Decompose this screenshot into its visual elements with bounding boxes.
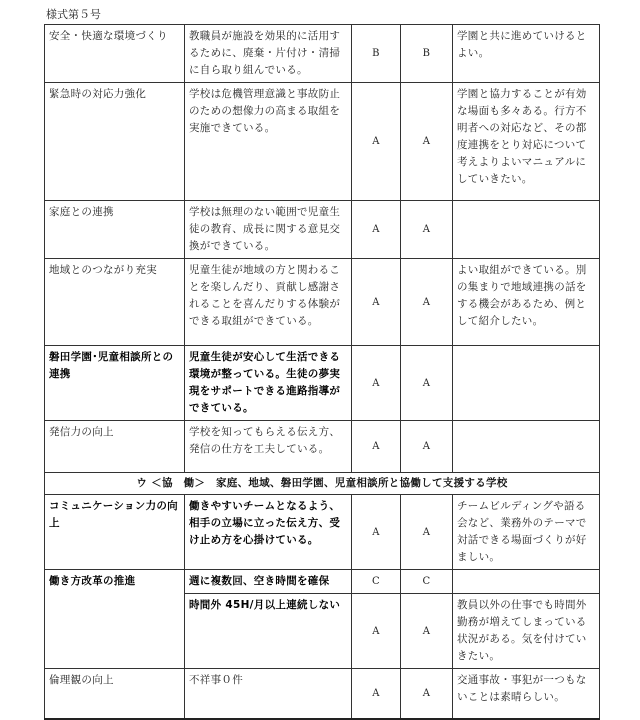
committee-evaluation-grade: A — [401, 495, 453, 570]
committee-comment: 教員以外の仕事でも時間外勤務が増えてしまっている状況がある。気を付けていきたい。 — [453, 594, 600, 669]
table-row — [45, 259, 600, 346]
committee-evaluation-grade: A — [401, 669, 453, 719]
form-number: 様式第５号 — [46, 8, 101, 21]
committee-evaluation-grade: C — [401, 570, 453, 594]
self-evaluation-grade: C — [352, 570, 401, 594]
committee-evaluation-grade: A — [401, 201, 453, 259]
evaluation-table — [44, 24, 600, 720]
evaluation-item: コミュニケーション力の向上 — [45, 495, 185, 570]
evaluation-item: 発信力の向上 — [45, 421, 185, 473]
evaluation-item: 磐田学園･児童相談所との連携 — [45, 346, 185, 421]
evaluation-item: 安全・快適な環境づくり — [45, 25, 185, 83]
section-header-row — [45, 473, 600, 495]
table-row — [45, 421, 600, 473]
committee-comment — [453, 201, 600, 259]
table-row — [45, 570, 600, 594]
committee-evaluation-grade: A — [401, 421, 453, 473]
committee-comment: よい取組ができている。別の集まりで地域連携の話をする機会があるため、例として紹介したい。 — [453, 259, 600, 346]
evaluation-content: 児童生徒が安心して生活できる環境が整っている。生徒の夢実現をサポートできる進路指導ができている。 — [185, 346, 352, 421]
self-evaluation-grade: B — [352, 25, 401, 83]
evaluation-content: 不祥事０件 — [185, 669, 352, 719]
evaluation-item: 地域とのつながり充実 — [45, 259, 185, 346]
evaluation-item: 働き方改革の推進 — [45, 570, 185, 669]
evaluation-content: 時間外 45H/月以上連続しない — [185, 594, 352, 669]
committee-evaluation-grade: B — [401, 25, 453, 83]
evaluation-content: 学校は無理のない範囲で児童生徒の教育、成長に関する意見交換ができている。 — [185, 201, 352, 259]
evaluation-content: 学校は危機管理意識と事故防止のための想像力の高まる取組を実施できている。 — [185, 83, 352, 201]
self-evaluation-grade: A — [352, 669, 401, 719]
committee-evaluation-grade: A — [401, 594, 453, 669]
committee-comment — [453, 421, 600, 473]
evaluation-content: 働きやすいチームとなるよう、相手の立場に立った伝え方、受け止め方を心掛けている。 — [185, 495, 352, 570]
self-evaluation-grade: A — [352, 83, 401, 201]
evaluation-item: 緊急時の対応力強化 — [45, 83, 185, 201]
self-evaluation-grade: A — [352, 201, 401, 259]
committee-comment — [453, 570, 600, 594]
table-row — [45, 669, 600, 719]
committee-comment: チームビルディングや語る会など、業務外のテーマで対話できる場面づくりが好ましい。 — [453, 495, 600, 570]
table-row — [45, 201, 600, 259]
self-evaluation-grade: A — [352, 495, 401, 570]
committee-comment — [453, 346, 600, 421]
evaluation-content: 週に複数回、空き時間を確保 — [185, 570, 352, 594]
evaluation-content: 児童生徒が地域の方と関わることを楽しんだり、貢献し感謝されることを喜んだりする体験ができる取組ができている。 — [185, 259, 352, 346]
table-row — [45, 25, 600, 83]
committee-evaluation-grade: A — [401, 83, 453, 201]
evaluation-item: 倫理観の向上 — [45, 669, 185, 719]
committee-comment: 学園と共に進めていけるとよい。 — [453, 25, 600, 83]
table-row — [45, 346, 600, 421]
committee-evaluation-grade: A — [401, 346, 453, 421]
evaluation-content: 学校を知ってもらえる伝え方、発信の仕方を工夫している。 — [185, 421, 352, 473]
self-evaluation-grade: A — [352, 346, 401, 421]
evaluation-item: 家庭との連携 — [45, 201, 185, 259]
committee-evaluation-grade: A — [401, 259, 453, 346]
committee-comment: 学園と協力することが有効な場面も多々ある。行方不明者への対応など、その都度連携をとり対応について考えよりよいマニュアルにしていきたい。 — [453, 83, 600, 201]
table-row — [45, 495, 600, 570]
evaluation-content: 教職員が施設を効果的に活用するために、廃棄・片付け・清掃に自ら取り組んでいる。 — [185, 25, 352, 83]
section-title: ウ ＜協 働＞ 家庭、地域、磐田学園、児童相談所と協働して支援する学校 — [45, 473, 600, 495]
table-row — [45, 83, 600, 201]
self-evaluation-grade: A — [352, 421, 401, 473]
self-evaluation-grade: A — [352, 594, 401, 669]
committee-comment: 交通事故・事犯が一つもないことは素晴らしい。 — [453, 669, 600, 719]
self-evaluation-grade: A — [352, 259, 401, 346]
